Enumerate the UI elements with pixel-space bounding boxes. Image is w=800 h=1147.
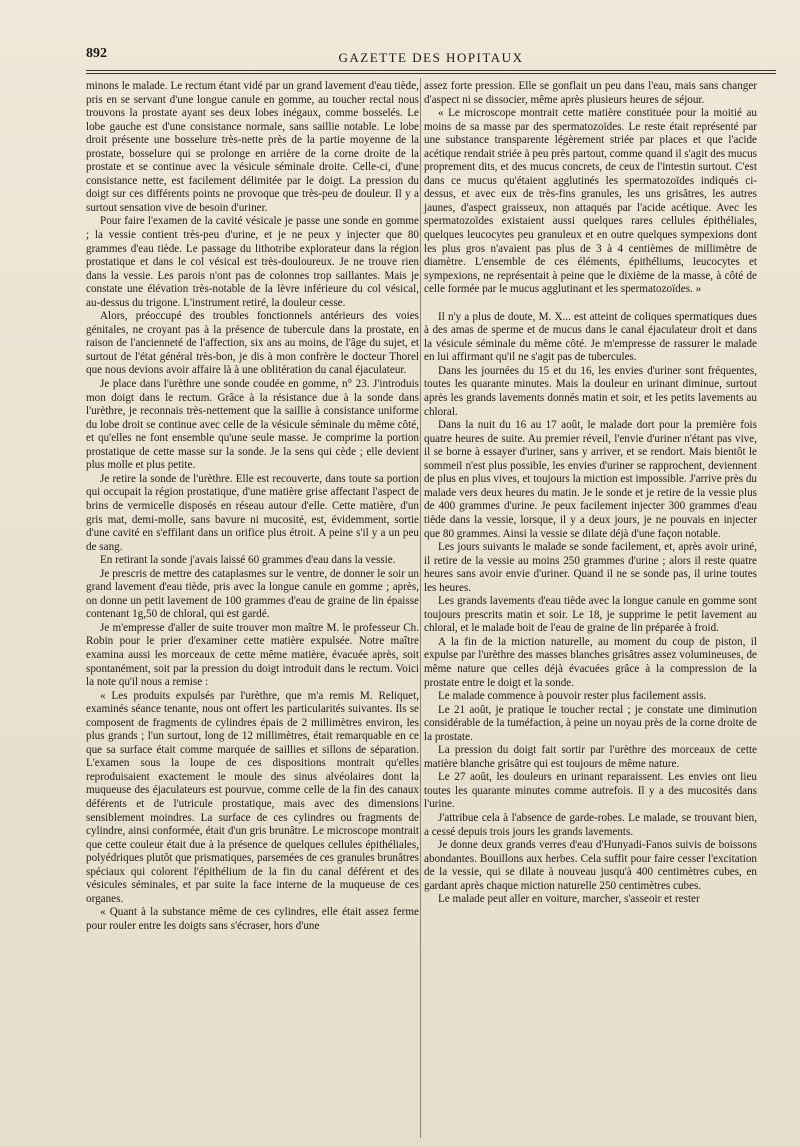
page-number: 892 [86, 46, 107, 61]
journal-title: GAZETTE DES HOPITAUX [338, 50, 524, 65]
paragraph: Alors, préoccupé des troubles fonctionnels antérieurs des voies génitales, ne croyant pas à la présence de tubercule dans la prostate, en raison de l'ancienneté de l'affection, six ans au moins, de l'âge du sujet, et surtout de l'état général très-bon, je dis à mon confrère le docteur Thorel que nous devions avoir affaire là à une oblitération du canal éjaculateur. [86, 310, 419, 377]
paragraph: Le 27 août, les douleurs en urinant reparaissent. Les envies ont lieu toutes les quarante minutes comme autrefois. Il y a des mucosités dans l'urine. [424, 771, 757, 811]
header-rule [86, 70, 776, 71]
paragraph: Dans la nuit du 16 au 17 août, le malade dort pour la première fois quatre heures de suite. Au premier réveil, l'envie d'uriner n'étant pas vive, il se borne à essayer d'uriner, sans y arriver, et se rendort. Mais bientôt le sommeil n'est plus possible, les envies d'uriner se rapprochent, deviennent de plus en plus vives, et toujours la miction est impossible. J'arrive près du malade vers deux heures du matin. Je le sonde et je retire de la vessie plus de 400 grammes d'urine. Je peux facilement injecter 300 grammes d'eau tiède dans la vessie, lorsque, il y a deux jours, je ne pouvais en injecter que 80 grammes. Ainsi la vessie se dilate déjà d'une façon notable. [424, 419, 757, 540]
paragraph: « Quant à la substance même de ces cylindres, elle était assez ferme pour rouler entre les doigts sans s'écraser, hors d'une [86, 906, 419, 932]
paragraph: « Les produits expulsés par l'urèthre, que m'a remis M. Reliquet, examinés séance tenante, nous ont offert les particularités suivantes. Ils se composent de fragments de cylindres épais de 2 millimètres environ, les plus grands ; l'un surtout, long de 12 millimètres, était remarquable en ce que sa surface était comme marquée de saillies et sillons de séparation. L'examen sous la loupe de ces dispositions montrait qu'elles reproduisaient exactement le moule des sinus alvéolaires dont la muqueuse des éjaculateurs est pourvue, comme celle de la fin des canaux déférents et de l'utricule prostatique, mais avec des dimensions sensiblement moindres. La surface de ces cylindres ou fragments de cylindre, ainsi conformée, était d'un gris brunâtre. Le microscope montrait que cette couleur était due à la présence de quelques cellules épithéliales, polyédriques plutôt que prismatiques, parsemées de ces granules brunâtres spéciaux qui colorent l'épithélium de la fin du canal déférent et des vésicules séminales, et par suite la face interne de la muqueuse de ces organes. [86, 689, 419, 905]
paragraph: assez forte pression. Elle se gonflait un peu dans l'eau, mais sans changer d'aspect ni se dissocier, même après plusieurs heures de séjour. [424, 80, 757, 106]
paragraph: Dans les journées du 15 et du 16, les envies d'uriner sont fréquentes, toutes les quarante minutes. Mais la douleur en urinant diminue, surtout après les grands lavements donnés matin et soir, et les petits lavements au chloral. [424, 364, 757, 418]
paragraph: minons le malade. Le rectum étant vidé par un grand lavement d'eau tiède, pris en se servant d'une longue canule en gomme, au toucher rectal nous trouvons la prostate ayant ses deux lobes inégaux, comme bosselés. Le lobe gauche est d'une consistance normale, sans saillie notable. Le lobe droit présente une bosselure très-nette près de la partie moyenne de la prostate, bosselure qui se prolonge en arrière de la corne droite de la prostate et se continue avec la vésicule séminale droite. Celle-ci, d'une consistance nette, est facilement délimitée par le doigt. La pression du doigt sur ces différents points ne provoque que très-peu de douleur. Il y a surtout sensation vive de besoin d'uriner. [86, 80, 419, 214]
paragraph: En retirant la sonde j'avais laissé 60 grammes d'eau dans la vessie. [100, 554, 396, 567]
page-header [86, 44, 776, 68]
paragraph: Il n'y a plus de doute, M. X... est atteint de coliques spermatiques dues à des amas de sperme et de mucus dans le canal éjaculateur droit et dans la vésicule séminale du même côté. Je m'empresse de rassurer le malade en lui affirmant qu'il ne s'agit pas de tubercules. [424, 310, 757, 364]
paragraph: Les jours suivants le malade se sonde facilement, et, après avoir uriné, il retire de la vessie au moins 250 grammes d'urine ; alors il reste quatre heures sans avoir envie d'uriner. Quand il ne se sonde pas, il urine toutes les heures. [424, 541, 757, 594]
paragraph: J'attribue cela à l'absence de garde-robes. Le malade, se trouvant bien, a cessé depuis trois jours les grands lavements. [424, 811, 757, 838]
column-divider [420, 78, 421, 1138]
paragraph: Les grands lavements d'eau tiède avec la longue canule en gomme sont toujours prescrits matin et soir. Le 18, je supprime le petit lavement au chloral, et le malade boit de l'eau de graine de lin préparée à froid. [424, 595, 757, 635]
header-rule-double [86, 73, 776, 74]
paragraph: Je retire la sonde de l'urèthre. Elle est recouverte, dans toute sa portion qui occupait la région prostatique, d'une matière grise affectant l'aspect de brins de vermicelle disposés en réseau autour d'elle. Cette matière, d'un gris mat, demi-molle, sans bavure ni mucosité, est, évidemment, sortie d'une cavité en s'effilant dans un orifice plus étroit. A peine s'il y a un peu de sang. [86, 472, 419, 553]
paragraph: La pression du doigt fait sortir par l'urèthre des morceaux de cette matière blanche grisâtre qui est toujours de même nature. [424, 744, 757, 770]
paragraph: Pour faire l'examen de la cavité vésicale je passe une sonde en gomme ; la vessie contient très-peu d'urine, et je ne peux y injecter que 80 grammes d'eau tiède. Le passage du lithotribe explorateur dans la région prostatique et dans le col vésical est très-douloureux. Je ne trouve rien dans la vessie. Les parois n'ont pas de colonnes trop saillantes. Mais je constate une élévation très-notable de la lèvre inférieure du col vésical, au-dessus du trigone. L'instrument retiré, la douleur cesse. [86, 215, 419, 309]
paragraph: Je prescris de mettre des cataplasmes sur le ventre, de donner le soir un grand lavement d'eau tiède, pris avec la longue canule en gomme ; après, on donne un petit lavement de 100 grammes d'eau de graine de lin épaisse contenant 1g,50 de chloral, qui est gardé. [86, 567, 419, 621]
paragraph: Le malade peut aller en voiture, marcher, s'asseoir et rester [438, 893, 700, 906]
left-column [86, 80, 419, 933]
right-column [424, 80, 757, 907]
paragraph: A la fin de la miction naturelle, au moment du coup de piston, il expulse par l'urèthre des masses blanches grisâtres assez volumineuses, de même nature que celles déjà évacuées grâce à la compression de la prostate entre le doigt et la sonde. [424, 635, 757, 689]
paragraph: Le malade commence à pouvoir rester plus facilement assis. [438, 690, 707, 703]
paragraph: Je m'empresse d'aller de suite trouver mon maître M. le professeur Ch. Robin pour le prier d'examiner cette matière expulsée. Notre maître examina aussi les morceaux de cette même matière, évacuée après, soit spontanément, soit par la pression du doigt introduit dans le rectum. Voici la note qu'il nous a remise : [86, 621, 419, 689]
paragraph: Je place dans l'urèthre une sonde coudée en gomme, n° 23. J'introduis mon doigt dans le rectum. Grâce à la résistance due à la sonde dans l'urèthre, je reconnais très-nettement que la saillie à consistance uniforme du lobe droit se continue avec celle de la vésicule séminale du même côté, et qu'elles ne font ensemble qu'une seule masse. Je comprime la portion prostatique de cette masse sur la sonde. Je la sens qui cède ; elle devient plus molle et plus petite. [86, 378, 419, 472]
paragraph: Le 21 août, je pratique le toucher rectal ; je constate une diminution considérable de la tuméfaction, à peine un noyau près de la corne droite de la prostate. [424, 703, 757, 743]
paragraph: « Le microscope montrait cette matière constituée pour la moitié au moins de sa masse par des spermatozoïdes. Le reste était représenté par une substance transparente légèrement striée par places et que l'acide acétique rendait striée à peu près partout, comme quand il s'agit des mucus proprement dits, et des mucus concrets, de ceux de l'intestin surtout. C'est dans ce mucus qu'étaient agglutinés les spermatozoïdes indiqués ci-dessus, et avec eux de très-fins granules, les uns grisâtres, les autres jaunes, d'aspect graisseux, non attaqués par l'acide acétique. Avec les spermatozoïdes existaient aussi quelques rares cellules épithéliales, quelques leucocytes peu granuleux et en outre quelques sympexions dont les plus gros n'avaient pas plus de 3 à 4 centièmes de millimètre de diamètre. L'ensemble de ces éléments, épithéliums, leucocytes et sympexions, ne représentait à peine que le dixième de la masse, à côté de celle formée par le mucus agglutinant et les spermatozoïdes. » [424, 107, 757, 296]
paragraph: Je donne deux grands verres d'eau d'Hunyadi-Fanos suivis de boissons abondantes. Bouillons aux herbes. Cela suffit pour faire cesser l'excitation de la vessie, qui se dilate à nouveau jusqu'à 400 centimètres cubes, en gardant après chaque miction naturelle 250 centimètres cubes. [424, 839, 757, 892]
